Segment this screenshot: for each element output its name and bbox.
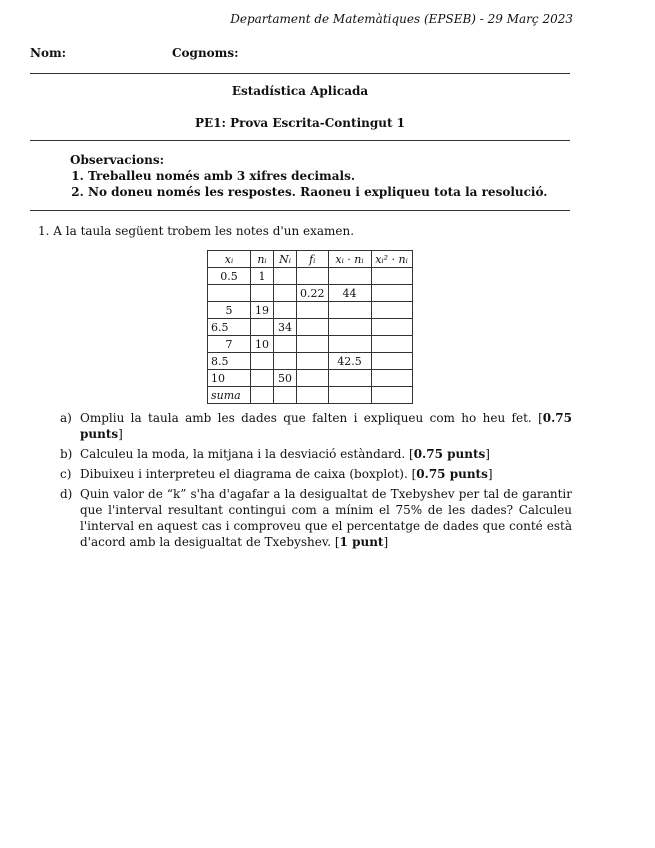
part-points: 0.75 punts: [413, 447, 486, 461]
part-label: c): [60, 467, 72, 481]
table-row: [208, 268, 413, 285]
part-points: 0.75 punts: [80, 411, 572, 441]
grades-table: [207, 250, 413, 404]
table-cell: 10: [251, 336, 274, 353]
question-parts: [60, 410, 572, 554]
part-text: Ompliu la taula amb les dades que falten i expliqueu com ho heu fet.: [80, 411, 532, 425]
table-cell: [328, 319, 371, 336]
table-cell: [208, 285, 251, 302]
table-cell: 10: [208, 370, 251, 387]
table-cell: 44: [328, 285, 371, 302]
table-cell: [328, 302, 371, 319]
table-cell: [371, 370, 412, 387]
question-text: A la taula següent trobem les notes d'un examen.: [53, 224, 355, 238]
part-text: Quin valor de “k” s'ha d'agafar a la desigualtat de Txebyshev per tal de garantir que l'interval resultant contingui com a mínim el 75% de les dades? Calculeu l'interval en aquest cas i comproveu que el percentatge de dades que conté està d'acord amb la desigualtat de Txebyshev.: [80, 487, 572, 549]
table-cell: [251, 353, 274, 370]
table-cell: [274, 268, 297, 285]
table-cell: 34: [274, 319, 297, 336]
table-row: [208, 336, 413, 353]
header-fi: fᵢ: [297, 251, 329, 268]
table-cell: [371, 336, 412, 353]
table-header-row: [208, 251, 413, 268]
observation-item: 2. No doneu només les respostes. Raoneu i expliqueu tota la resolució.: [88, 184, 547, 200]
table-cell: [274, 353, 297, 370]
table-cell: 50: [274, 370, 297, 387]
observation-item: 1. Treballeu només amb 3 xifres decimals.: [88, 168, 547, 184]
table-cell: [251, 319, 274, 336]
table-cell: 6.5: [208, 319, 251, 336]
department-header: Departament de Matemàtiques (EPSEB) - 29 Març 2023: [230, 12, 573, 26]
table-footer-row: [208, 387, 413, 404]
table-cell: [274, 336, 297, 353]
question-1: [38, 224, 354, 238]
part-label: a): [60, 411, 72, 425]
exam-title: PE1: Prova Escrita-Contingut 1: [194, 116, 406, 130]
table-cell: [297, 302, 329, 319]
nom-label: Nom:: [30, 46, 67, 60]
divider: [30, 210, 570, 211]
question-part-a: a) Ompliu la taula amb les dades que falten i expliqueu com ho heu fet. [0.75 punts]: [60, 411, 572, 441]
table-row: [208, 285, 413, 302]
table-cell: [328, 387, 371, 404]
table-cell: [297, 353, 329, 370]
observations-heading: Observacions:: [70, 153, 165, 167]
table-cell: [274, 285, 297, 302]
header-xini: xᵢ · nᵢ: [328, 251, 371, 268]
part-label: b): [60, 447, 73, 461]
table-cell: [371, 387, 412, 404]
divider: [30, 73, 570, 74]
table-cell: [274, 387, 297, 404]
table-cell: [297, 370, 329, 387]
table-cell: [328, 370, 371, 387]
table-cell: [251, 285, 274, 302]
table-cell: 0.22: [297, 285, 329, 302]
table-cell: 1: [251, 268, 274, 285]
table-cell: [297, 268, 329, 285]
table-row: [208, 302, 413, 319]
part-points: 1 punt: [339, 535, 384, 549]
part-text: Calculeu la moda, la mitjana i la desviació estàndard.: [80, 447, 406, 461]
observations-block: [70, 152, 547, 200]
table-cell: [371, 285, 412, 302]
table-cell: [297, 387, 329, 404]
question-part-b: b) Calculeu la moda, la mitjana i la desviació estàndard. [0.75 punts]: [60, 447, 490, 461]
table-cell: 19: [251, 302, 274, 319]
table-cell: [251, 387, 274, 404]
table-cell: 7: [208, 336, 251, 353]
question-part-d: d) Quin valor de “k” s'ha d'agafar a la desigualtat de Txebyshev per tal de garantir que l'interval resultant contingui com a mínim el 75% de les dades? Calculeu l'interval en aquest cas i comproveu que el percentatge de dades que conté està d'acord amb la desigualtat de Txebyshev. [1 punt]: [60, 487, 572, 549]
part-text: Dibuixeu i interpreteu el diagrama de caixa (boxplot).: [80, 467, 408, 481]
table-cell: [297, 336, 329, 353]
table-cell: [371, 353, 412, 370]
question-number: 1.: [38, 224, 50, 238]
table-cell: [371, 319, 412, 336]
part-label: d): [60, 487, 73, 501]
table-cell: [274, 302, 297, 319]
part-points: 0.75 punts: [416, 467, 488, 481]
table-row: [208, 319, 413, 336]
table-cell: [371, 302, 412, 319]
table-cell: [297, 319, 329, 336]
table-cell: [251, 370, 274, 387]
table-row: [208, 353, 413, 370]
divider: [30, 140, 570, 141]
table-cell: [328, 336, 371, 353]
header-xi2ni: xᵢ² · nᵢ: [371, 251, 412, 268]
table-cell: 0.5: [208, 268, 251, 285]
table-cell: [371, 268, 412, 285]
cognoms-label: Cognoms:: [172, 46, 239, 60]
course-title: Estadística Aplicada: [231, 84, 369, 98]
header-ni: nᵢ: [251, 251, 274, 268]
sum-label: suma: [208, 387, 251, 404]
header-Ni: Nᵢ: [274, 251, 297, 268]
table-cell: 42.5: [328, 353, 371, 370]
table-cell: [328, 268, 371, 285]
table-row: [208, 370, 413, 387]
question-part-c: c) Dibuixeu i interpreteu el diagrama de caixa (boxplot). [0.75 punts]: [60, 467, 493, 481]
table-cell: 5: [208, 302, 251, 319]
header-xi: xᵢ: [208, 251, 251, 268]
table-cell: 8.5: [208, 353, 251, 370]
